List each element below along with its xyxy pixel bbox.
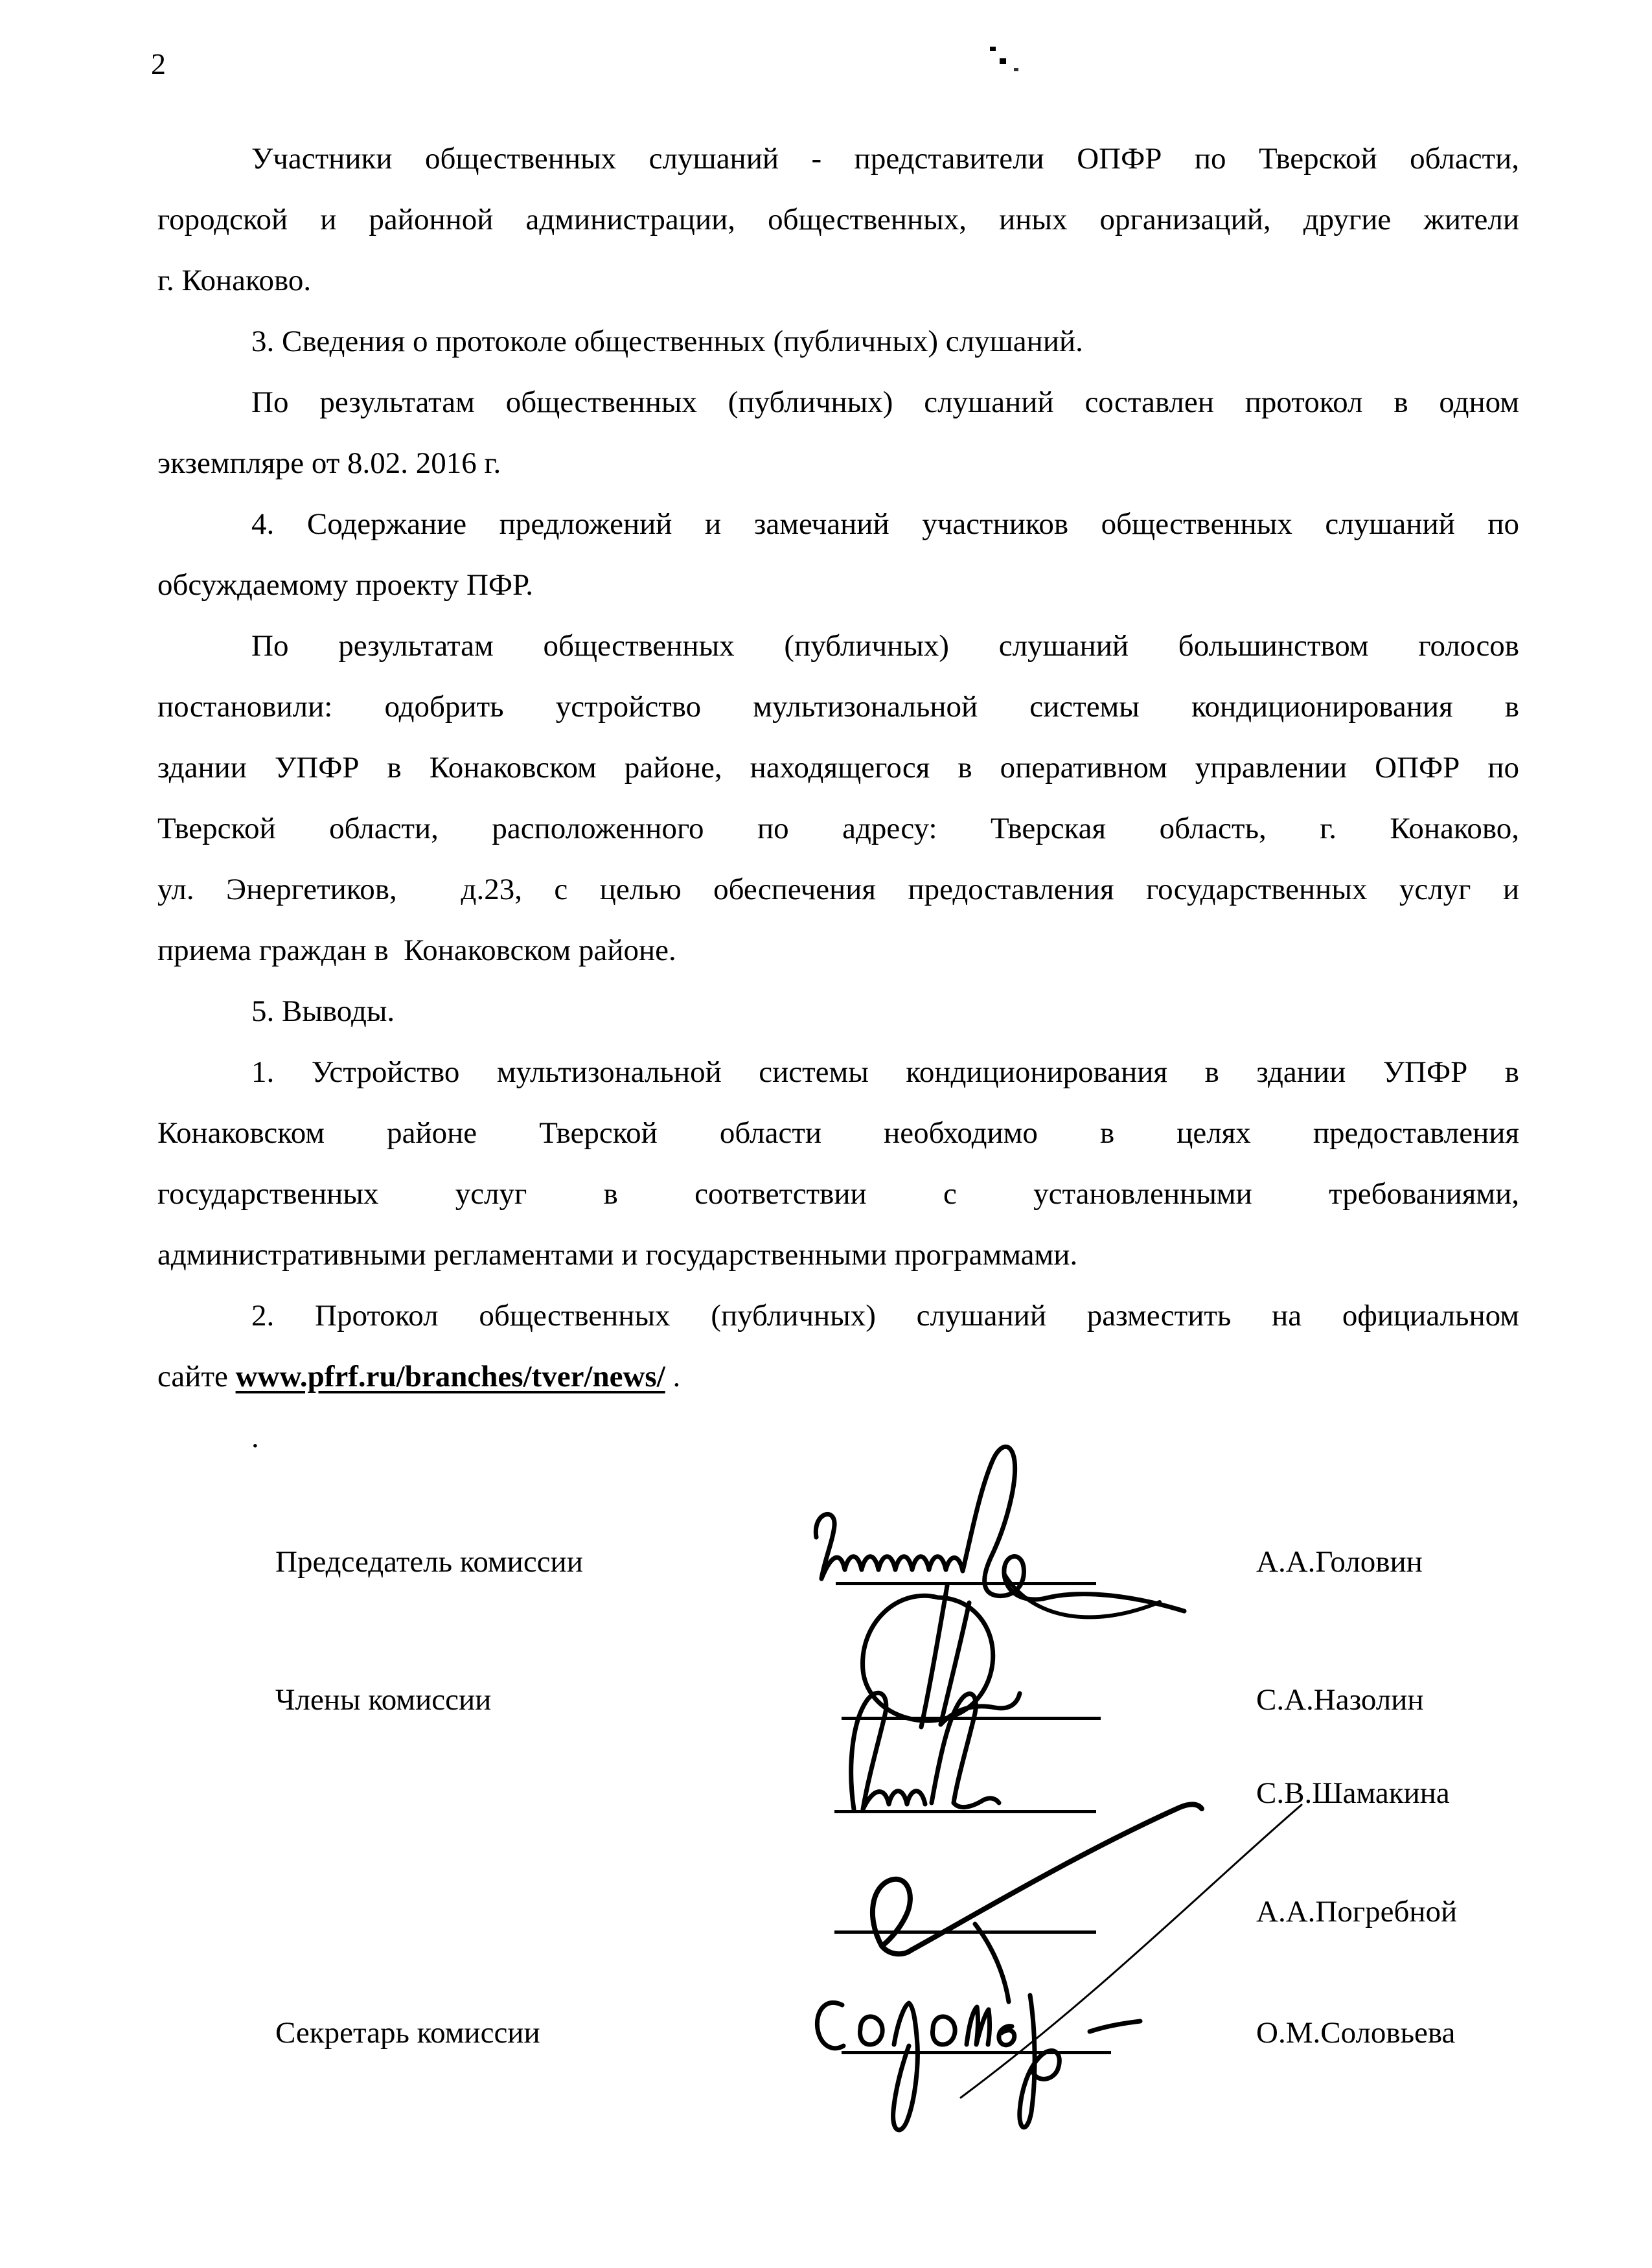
text-line xyxy=(157,1103,1519,1163)
text-line xyxy=(157,676,1519,737)
text-line xyxy=(157,250,1519,311)
text-segment: обсуждаемому проекту ПФР. xyxy=(157,568,534,602)
text-line xyxy=(157,311,1519,372)
text-segment: административными регламентами и государственными программами. xyxy=(157,1238,1078,1272)
text-line xyxy=(157,433,1519,494)
text-line xyxy=(157,1042,1519,1103)
text-segment: сайте xyxy=(157,1360,236,1393)
text-segment: 2. Протокол общественных (публичных) слушаний разместить на официальном xyxy=(251,1299,1519,1333)
signature-name-shamakina: С.В.Шамакина xyxy=(1256,1776,1450,1810)
pfrf-url: www.pfrf.ru/branches/tver/news/ xyxy=(235,1360,665,1393)
text-line xyxy=(157,1224,1519,1285)
text-segment: По результатам общественных (публичных) слушаний составлен протокол в одном xyxy=(251,385,1519,419)
signature-role-chairman: Председатель комиссии xyxy=(275,1545,583,1579)
text-line xyxy=(157,615,1519,676)
text-segment: экземпляре от 8.02. 2016 г. xyxy=(157,446,501,480)
text-segment: 4. Содержание предложений и замечаний участников общественных слушаний по xyxy=(251,507,1519,541)
text-segment: Участники общественных слушаний - представители ОПФР по Тверской области, xyxy=(251,142,1519,176)
text-line xyxy=(157,372,1519,433)
text-line xyxy=(157,920,1519,981)
text-segment: ул. Энергетиков, д.23, с целью обеспечения предоставления государственных услуг и xyxy=(157,873,1519,906)
signature-solovyeva-autograph xyxy=(803,1969,1153,2164)
signature-name-solovyeva: О.М.Соловьева xyxy=(1256,2016,1456,2050)
text-segment: г. Конаково. xyxy=(157,264,312,297)
document-body xyxy=(157,128,1519,1468)
text-segment: 3. Сведения о протоколе общественных (публичных) слушаний. xyxy=(251,325,1083,358)
text-segment: приема граждан в Конаковском районе. xyxy=(157,934,676,967)
text-line xyxy=(157,859,1519,920)
text-segment: 5. Выводы. xyxy=(251,994,395,1028)
signature-name-golovin: А.А.Головин xyxy=(1256,1545,1423,1579)
text-segment: государственных услуг в соответствии с установленными требованиями, xyxy=(157,1177,1519,1211)
text-segment: постановили: одобрить устройство мультизональной системы кондиционирования в xyxy=(157,690,1519,724)
text-segment: . xyxy=(251,1421,259,1454)
scan-artifact xyxy=(990,47,996,51)
text-segment: . xyxy=(665,1360,681,1393)
text-segment: По результатам общественных (публичных) слушаний большинством голосов xyxy=(251,629,1519,663)
text-line xyxy=(157,981,1519,1042)
signature-role-members: Члены комиссии xyxy=(275,1683,492,1717)
text-line xyxy=(157,189,1519,250)
text-segment: городской и районной администрации, общественных, иных организаций, другие жители xyxy=(157,203,1519,236)
text-segment: Тверской области, расположенного по адресу: Тверская область, г. Конаково, xyxy=(157,812,1519,845)
signature-line xyxy=(834,1930,1096,1934)
signature-name-pogrebnoy: А.А.Погребной xyxy=(1256,1895,1458,1929)
text-line xyxy=(157,1285,1519,1346)
page-number: 2 xyxy=(151,47,166,80)
scan-artifact xyxy=(1000,58,1006,64)
text-segment: здании УПФР в Конаковском районе, находящегося в оперативном управлении ОПФР по xyxy=(157,751,1519,785)
text-line xyxy=(157,494,1519,555)
text-line xyxy=(157,1163,1519,1224)
text-segment: 1. Устройство мультизональной системы кондиционирования в здании УПФР в xyxy=(251,1055,1519,1089)
text-segment: Конаковском районе Тверской области необходимо в целях предоставления xyxy=(157,1116,1519,1150)
text-line xyxy=(157,1346,1519,1407)
signature-name-nazolin: С.А.Назолин xyxy=(1256,1683,1424,1717)
text-line xyxy=(157,555,1519,615)
signature-role-secretary: Секретарь комиссии xyxy=(275,2016,540,2050)
text-line xyxy=(157,798,1519,859)
signature-line xyxy=(842,2051,1111,2054)
text-line xyxy=(157,128,1519,189)
text-line xyxy=(157,737,1519,798)
scan-artifact xyxy=(1014,68,1018,71)
